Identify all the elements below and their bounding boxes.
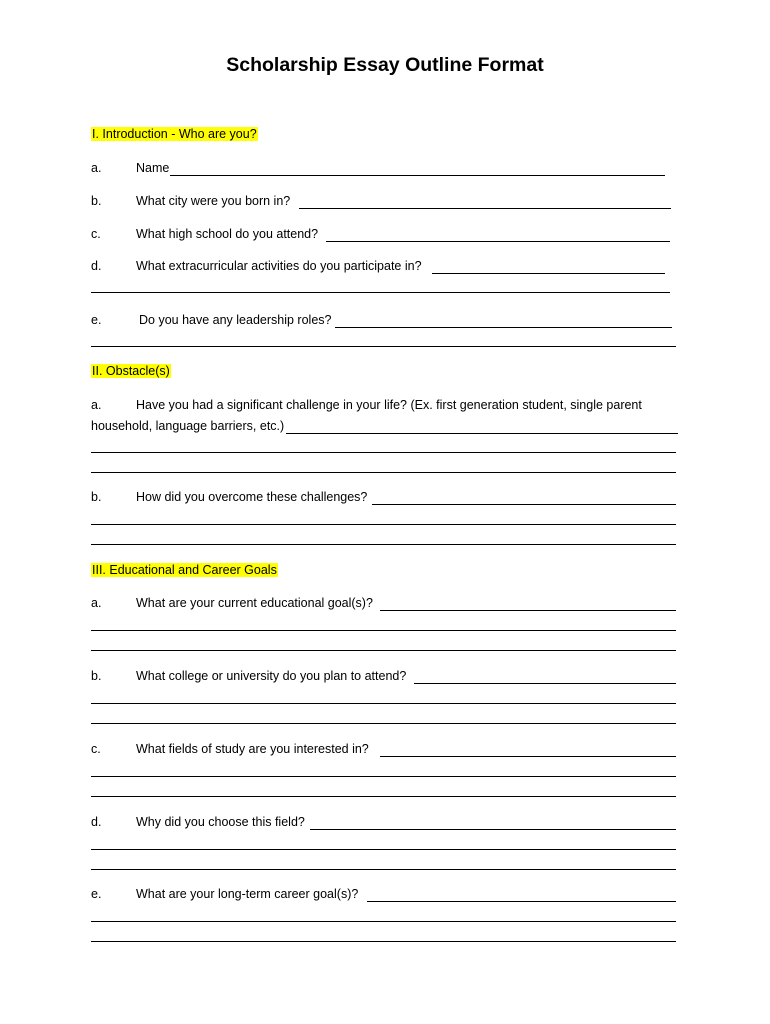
answer-line[interactable]	[91, 776, 676, 777]
answer-line[interactable]	[335, 327, 672, 328]
section-heading-introduction: I. Introduction - Who are you?	[92, 127, 257, 141]
question-leadership: Do you have any leadership roles?	[139, 313, 332, 327]
question-challenge-continued: household, language barriers, etc.)	[91, 419, 285, 433]
answer-line[interactable]	[326, 241, 670, 242]
item-letter: d.	[91, 815, 102, 829]
answer-line[interactable]	[91, 703, 676, 704]
answer-line[interactable]	[91, 472, 676, 473]
answer-line[interactable]	[91, 452, 676, 453]
question-why-field: Why did you choose this field?	[136, 815, 305, 829]
question-high-school: What high school do you attend?	[136, 227, 319, 241]
answer-line[interactable]	[91, 723, 676, 724]
answer-line[interactable]	[380, 756, 676, 757]
answer-line[interactable]	[299, 208, 671, 209]
question-extracurricular: What extracurricular activities do you participate in?	[136, 259, 422, 273]
page-title: Scholarship Essay Outline Format	[226, 54, 544, 76]
answer-line[interactable]	[91, 941, 676, 942]
answer-line[interactable]	[91, 869, 676, 870]
item-letter: a.	[91, 596, 102, 610]
answer-line[interactable]	[91, 292, 670, 293]
item-letter: a.	[91, 398, 102, 412]
item-letter: c.	[91, 742, 101, 756]
question-name: Name	[136, 161, 170, 175]
question-college: What college or university do you plan to attend?	[136, 669, 407, 683]
question-overcome: How did you overcome these challenges?	[136, 490, 368, 504]
answer-line[interactable]	[380, 610, 676, 611]
answer-line[interactable]	[91, 650, 676, 651]
item-letter: d.	[91, 259, 102, 273]
question-educational-goals: What are your current educational goal(s)?	[136, 596, 373, 610]
answer-line[interactable]	[91, 630, 676, 631]
answer-line[interactable]	[367, 901, 676, 902]
answer-line[interactable]	[372, 504, 676, 505]
item-letter: e.	[91, 887, 102, 901]
question-birth-city: What city were you born in?	[136, 194, 291, 208]
answer-line[interactable]	[91, 796, 676, 797]
question-challenge: Have you had a significant challenge in your life? (Ex. first generation student, single parent	[136, 398, 642, 412]
item-letter: c.	[91, 227, 101, 241]
answer-line[interactable]	[432, 273, 665, 274]
item-letter: b.	[91, 194, 102, 208]
question-career-goals: What are your long-term career goal(s)?	[136, 887, 359, 901]
answer-line[interactable]	[414, 683, 676, 684]
item-letter: b.	[91, 490, 102, 504]
answer-line[interactable]	[286, 433, 678, 434]
section-heading-obstacles: II. Obstacle(s)	[92, 364, 170, 378]
answer-line[interactable]	[91, 921, 676, 922]
section-heading-goals: III. Educational and Career Goals	[92, 563, 277, 577]
answer-line[interactable]	[91, 544, 676, 545]
answer-line[interactable]	[91, 346, 676, 347]
answer-line[interactable]	[170, 175, 665, 176]
answer-line[interactable]	[91, 849, 676, 850]
answer-line[interactable]	[310, 829, 676, 830]
item-letter: b.	[91, 669, 102, 683]
item-letter: a.	[91, 161, 102, 175]
answer-line[interactable]	[91, 524, 676, 525]
question-fields-of-study: What fields of study are you interested in?	[136, 742, 369, 756]
item-letter: e.	[91, 313, 102, 327]
